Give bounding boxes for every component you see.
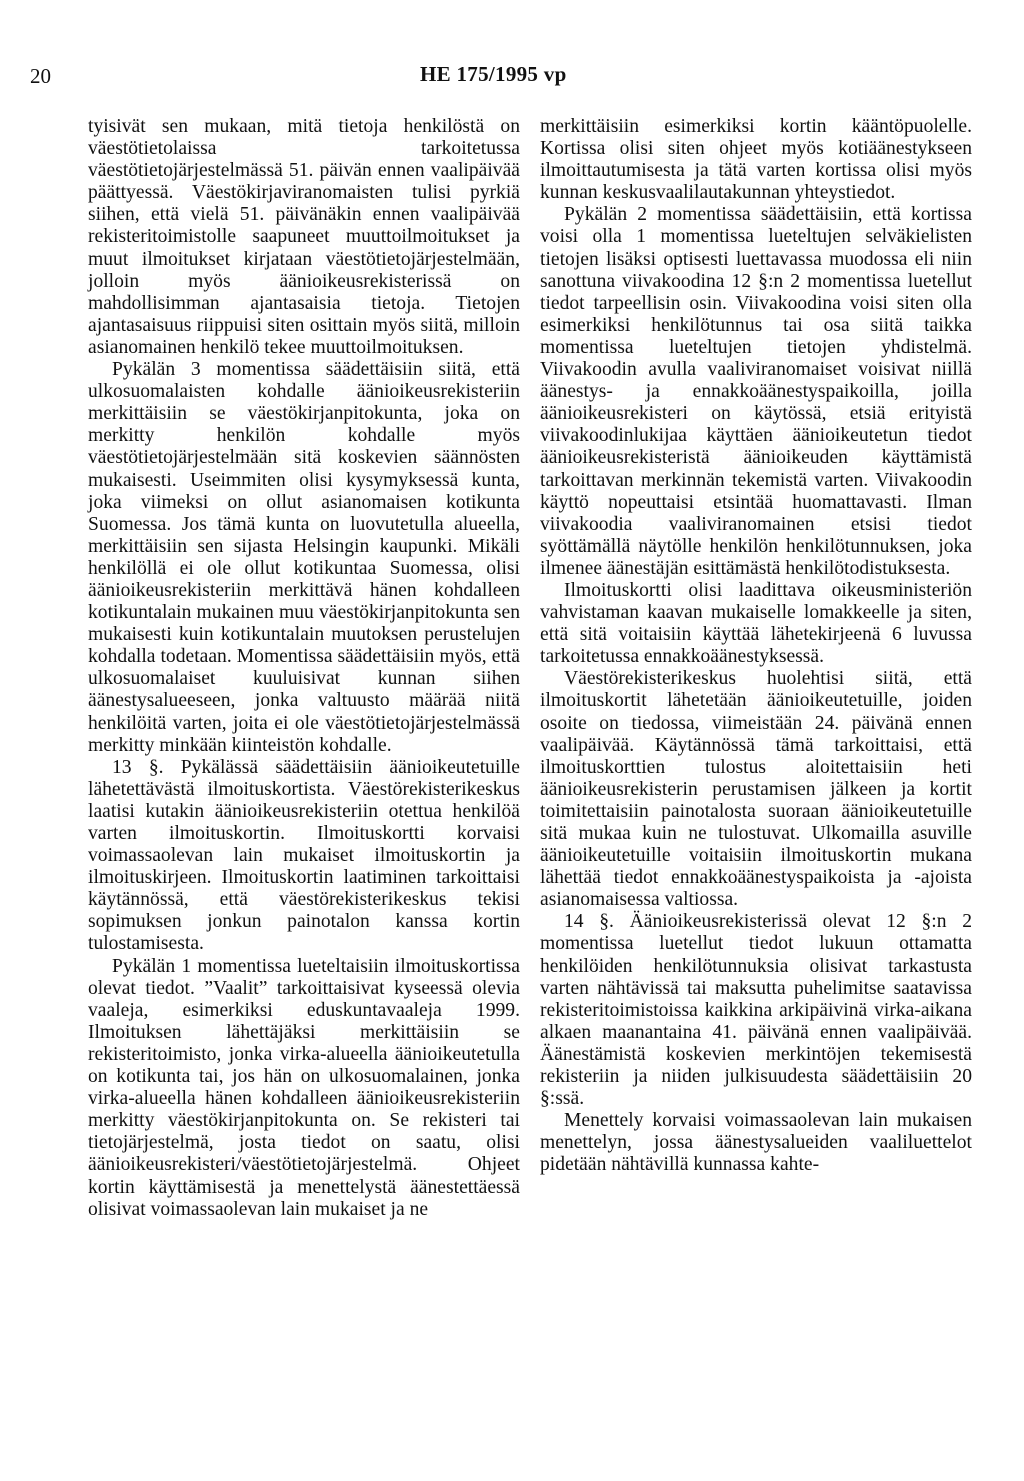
right-column — [540, 116, 972, 1177]
page-number: 20 — [30, 64, 51, 88]
paragraph: Pykälän 1 momentissa lueteltaisiin ilmoituskortissa olevat tiedot. ”Vaalit” tarkoittaisivat kyseessä olevia vaaleja, esimerkiksi eduskuntavaaleja 1999. Ilmoituksen lähettäjäksi merkittäisiin se rekisteritoimisto, jonka virka-alueella äänioikeutetulla on kotikunta tai, jos hän on ulkosuomalainen, jonka virka-alueella hänen kohdalleen äänioikeusrekisteriin merkitty väestökirjanpitokunta on. Se rekisteri tai tietojärjestelmä, josta tiedot on saatu, olisi äänioikeusrekisteri/väestötietojärjestelmä. Ohjeet kortin käyttämisestä ja menettelystä äänestettäessä olisivat voimassaolevan lain mukaiset ja ne — [88, 955, 520, 1220]
paragraph: Menettely korvaisi voimassaolevan lain mukaisen menettelyn, jossa äänestysalueiden vaaliluettelot pidetään nähtävillä kunnassa kahte- — [540, 1110, 972, 1176]
paragraph: merkittäisiin esimerkiksi kortin kääntöpuolelle. Kortissa olisi siten ohjeet myös kotiäänestykseen ilmoittautumisesta ja tätä varten kortissa olisi myös kunnan keskusvaalilautakunnan yhteystiedot. — [540, 116, 972, 204]
paragraph: Pykälän 3 momentissa säädettäisiin siitä, että ulkosuomalaisten kohdalle äänioikeusrekisteriin merkittäisiin se väestökirjanpitokunta, joka on merkitty henkilön kohdalle myös väestötietojärjestelmään sitä koskevien säännösten mukaisesti. Useimmiten olisi kysymyksessä kunta, joka viimeksi on ollut asianomaisen kotikunta Suomessa. Jos tämä kunta on luovutetulla alueella, merkittäisiin sen sijasta Helsingin kaupunki. Mikäli henkilöllä ei ole ollut kotikuntaa Suomessa, olisi äänioikeusrekisteriin merkittävä hänen kohdalleen kotikuntalain mukainen muu väestökirjanpitokunta sen mukaisesti kuin kotikuntalain muutoksen perustelujen kohdalla todetaan. Momentissa säädettäisiin myös, että ulkosuomalaiset kuuluisivat kunnan siihen äänestysalueeseen, jonka valtuusto määrää niitä henkilöitä varten, joita ei ole väestötietojärjestelmässä merkitty minkään kiinteistön kohdalle. — [88, 359, 520, 756]
paragraph: Ilmoituskortti olisi laadittava oikeusministeriön vahvistaman kaavan mukaiselle lomakkeelle ja siten, että sitä voitaisiin käyttää lähetekirjeenä 6 luvussa tarkoitetussa ennakkoäänestyksessä. — [540, 579, 972, 668]
paragraph: 14 §. Äänioikeusrekisterissä olevat 12 §:n 2 momentissa luetellut tiedot lukuun ottamatta henkilöiden henkilötunnuksia olisivat tarkastusta varten nähtävissä tai maksutta puhelimitse saatavissa rekisteritoimistoissa kaikkina arkipäivinä virka-aikana alkaen maanantaina 41. päivänä ennen vaalipäivää. Äänestämistä koskevien merkintöjen tekemisestä rekisteriin ja niiden julkisuudesta säädettäisiin 20 §:ssä. — [540, 911, 972, 1110]
paragraph: 13 §. Pykälässä säädettäisiin äänioikeutetuille lähetettävästä ilmoituskortista. Väestörekisterikeskus laatisi kutakin äänioikeusrekisteriin otettua henkilöä varten ilmoituskortin. Ilmoituskortti korvaisi voimassaolevan lain mukaiset ilmoituskortin ja ilmoituskirjeen. Ilmoituskortin laatiminen tarkoittaisi käytännössä, että väestörekisterikeskus tekisi sopimuksen jonkun painotalon kanssa kortin tulostamisesta. — [88, 756, 520, 955]
paragraph: Väestörekisterikeskus huolehtisi siitä, että ilmoituskortit lähetetään äänioikeutetuille, joiden osoite on tiedossa, viimeistään 24. päivänä ennen vaalipäivää. Käytännössä tämä tarkoittaisi, että ilmoituskorttien tulostus aloitettaisiin heti äänioikeusrekisterin perustamisen jälkeen ja kortit toimitettaisiin painotalosta suoraan äänioikeutetuille sitä mukaa kuin ne tulostuvat. Ulkomailla asuville äänioikeutetuille voitaisiin ilmoituskortin mukana lähettää tiedot ennakkoäänestyspaikoista ja -ajoista asianomaisessa valtiossa. — [540, 668, 972, 911]
document-id: HE 175/1995 vp — [420, 62, 567, 86]
left-column — [88, 116, 520, 1221]
paragraph: tyisivät sen mukaan, mitä tietoja henkilöstä on väestötietolaissa tarkoitetussa väestötietojärjestelmässä 51. päivän ennen vaalipäivää päättyessä. Väestökirjaviranomaisten tulisi pyrkiä siihen, että vielä 51. päivänäkin ennen vaalipäivää rekisteritoimistolle saapuneet muuttoilmoitukset ja muut ilmoitukset kirjataan väestötietojärjestelmään, jolloin myös äänioikeusrekisterissä on mahdollisimman ajantasaisia tietoja. Tietojen ajantasaisuus riippuisi siten osittain myös siitä, milloin asianomainen henkilö tekee muuttoilmoituksen. — [88, 116, 520, 358]
paragraph: Pykälän 2 momentissa säädettäisiin, että kortissa voisi olla 1 momentissa lueteltujen selväkielisten tietojen lisäksi optisesti luettavassa muodossa eli niin sanottuna viivakoodina 12 §:n 2 momentissa luetellut tiedot tarpeellisin osin. Viivakoodina voisi siten olla esimerkiksi henkilötunnus tai osa siitä taikka momentissa lueteltujen tietojen yhdistelmä. Viivakoodin avulla vaaliviranomaiset voisivat niillä äänestys- ja ennakkoäänestyspaikoilla, joilla äänioikeusrekisteri on käytössä, etsiä erityistä viivakoodinlukijaa käyttäen äänioikeutetun tiedot äänioikeusrekisteristä äänioikeuden käyttämistä tarkoittavan merkinnän tekemistä varten. Viivakoodin käyttö nopeuttaisi etsintää huomattavasti. Ilman viivakoodia vaaliviranomainen etsisi tiedot syöttämällä näytölle henkilön henkilötunnuksen, joka ilmenee äänestäjän esittämästä henkilötodistuksesta. — [540, 204, 972, 579]
